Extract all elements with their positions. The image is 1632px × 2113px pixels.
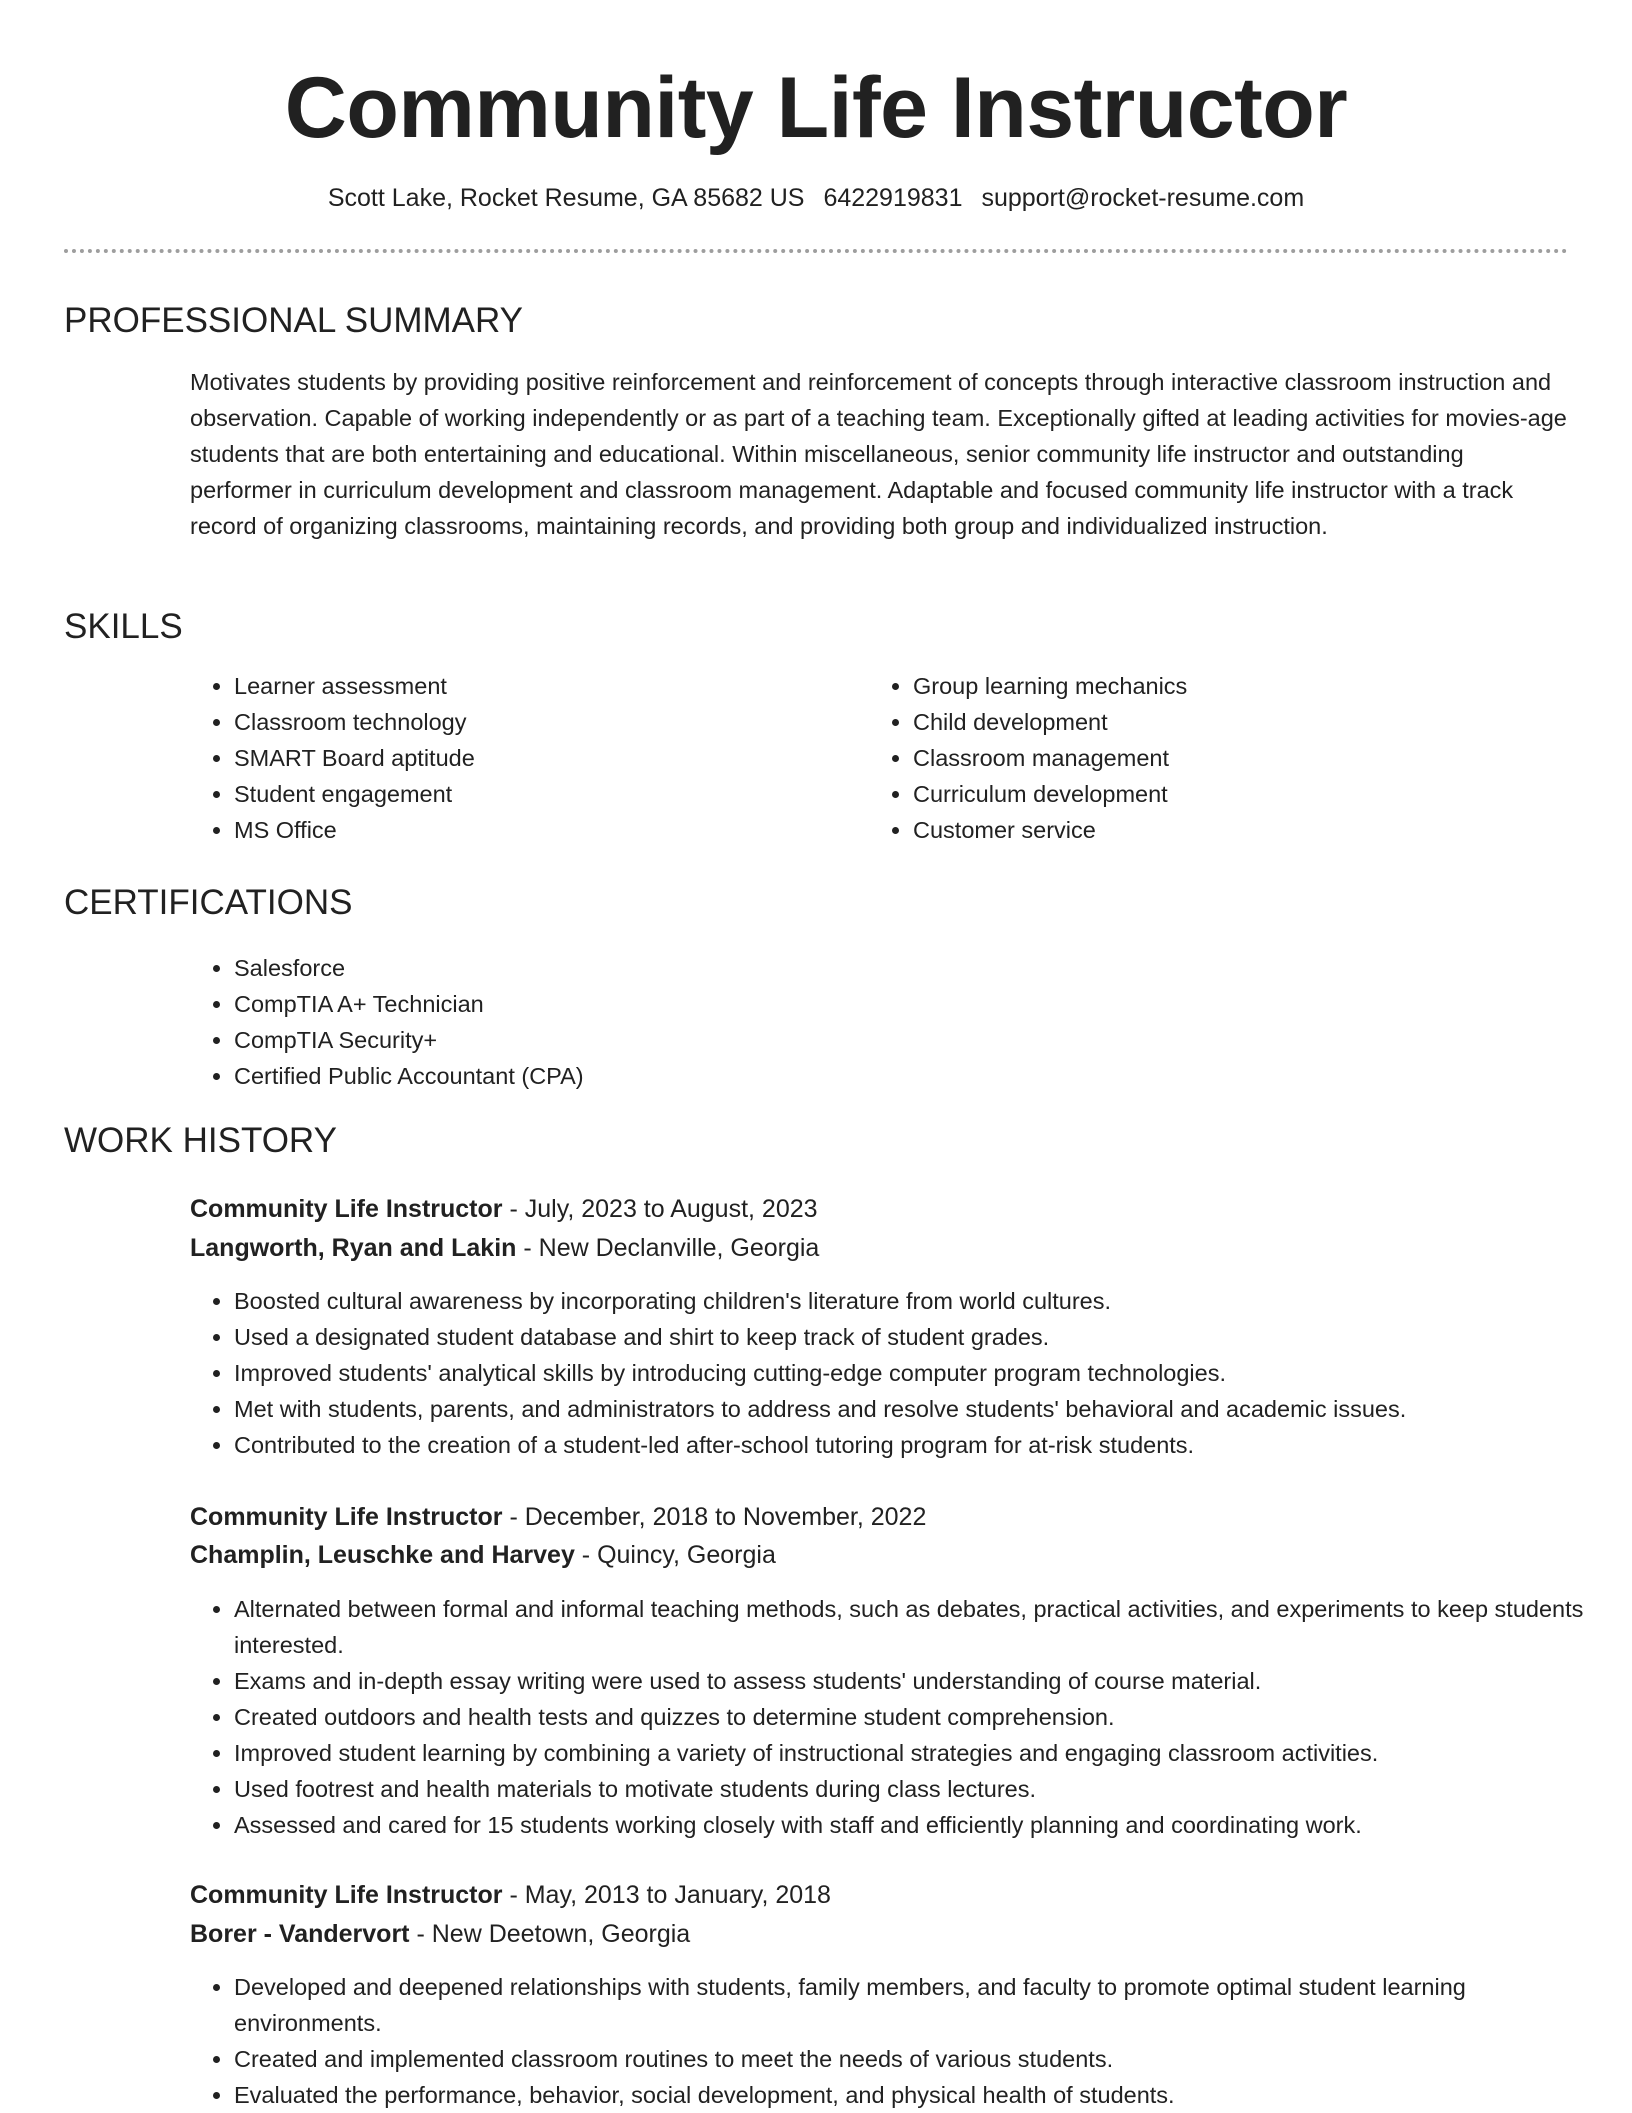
summary-text: Motivates students by providing positive reinforcement and reinforcement of concepts through interactive classroom instruction and observation. Capable of working independently or as part of a teaching team. Exceptionally gifted at leading activities for movies-age students that are both entertaining and educational. Within miscellaneous, senior community life instructor and outstanding performer in curriculum development and classroom management. Adaptable and focused community life instructor with a track record of organizing classrooms, maintaining records, and providing both group and individualized instruction. <box>190 369 1567 539</box>
contact-address: Scott Lake, Rocket Resume, GA 85682 US <box>327 184 805 212</box>
skill-item: • Student engagement <box>234 776 854 812</box>
skill-item: • MS Office <box>234 812 854 848</box>
certification-item: • CompTIA A+ Technician <box>234 986 1534 1022</box>
certification-item: • Certified Public Accountant (CPA) <box>234 1058 1534 1094</box>
job-dates: - May, 2013 to January, 2018 <box>502 1881 831 1909</box>
job-dates: - December, 2018 to November, 2022 <box>502 1503 927 1531</box>
job-title-line <box>190 1190 818 1228</box>
job-company-line <box>190 1536 776 1574</box>
job-location: - Quincy, Georgia <box>574 1541 776 1569</box>
skills-list-right <box>869 668 1533 848</box>
contact-email: support@rocket-resume.com <box>981 184 1305 212</box>
job-location: - New Declanville, Georgia <box>516 1234 820 1262</box>
job-bullet: • Improved student learning by combining a variety of instructional strategies and engaging classroom activities. <box>234 1735 1614 1771</box>
header-divider <box>64 249 1568 253</box>
job-dates: - July, 2023 to August, 2023 <box>502 1195 818 1223</box>
section-title-work-history: WORK HISTORY <box>64 1121 337 1160</box>
job-bullet: • Assessed and cared for 15 students working closely with staff and efficiently planning and coordinating work. <box>234 1807 1614 1843</box>
section-title-summary: PROFESSIONAL SUMMARY <box>64 301 523 340</box>
certification-item: • CompTIA Security+ <box>234 1022 1534 1058</box>
certification-item: • Salesforce <box>234 950 1534 986</box>
job-bullet: • Developed and deepened relationships with students, family members, and faculty to promote optimal student learning environments. <box>234 1969 1614 2041</box>
skill-item: • Curriculum development <box>913 776 1533 812</box>
job-company: Langworth, Ryan and Lakin <box>190 1234 517 1262</box>
skills-list-left <box>190 668 854 848</box>
contact-line <box>0 180 1632 216</box>
certifications-list <box>190 950 1534 1094</box>
skill-item: • Learner assessment <box>234 668 854 704</box>
job-title: Community Life Instructor <box>190 1503 503 1531</box>
resume-name: Community Life Instructor <box>284 60 1348 156</box>
section-title-skills: SKILLS <box>64 607 183 646</box>
job-bullet: • Boosted cultural awareness by incorporating children's literature from world cultures. <box>234 1283 1614 1319</box>
job-company-line <box>190 1915 690 1953</box>
contact-phone: 6422919831 <box>823 184 963 212</box>
job-bullet: • Met with students, parents, and administrators to address and resolve students' behavioral and academic issues. <box>234 1391 1614 1427</box>
job-bullet: • Exams and in-depth essay writing were used to assess students' understanding of course material. <box>234 1663 1614 1699</box>
job-bullet: • Improved students' analytical skills by introducing cutting-edge computer program technologies. <box>234 1355 1614 1391</box>
job-company: Champlin, Leuschke and Harvey <box>190 1541 575 1569</box>
skill-item: • Group learning mechanics <box>913 668 1533 704</box>
job-bullet: • Evaluated the performance, behavior, social development, and physical health of students. <box>234 2077 1614 2113</box>
job-company: Borer - Vandervort <box>190 1920 410 1948</box>
job-bullet: • Created outdoors and health tests and quizzes to determine student comprehension. <box>234 1699 1614 1735</box>
job-location: - New Deetown, Georgia <box>409 1920 691 1948</box>
job-bullets <box>190 1591 1614 1843</box>
job-title: Community Life Instructor <box>190 1881 503 1909</box>
job-company-line <box>190 1229 819 1267</box>
job-bullet: • Used footrest and health materials to motivate students during class lectures. <box>234 1771 1614 1807</box>
job-bullet: • Contributed to the creation of a student-led after-school tutoring program for at-risk students. <box>234 1427 1614 1463</box>
job-bullet: • Alternated between formal and informal teaching methods, such as debates, practical activities, and experiments to keep students interested. <box>234 1591 1614 1663</box>
job-bullet: • Created and implemented classroom routines to meet the needs of various students. <box>234 2041 1614 2077</box>
job-bullets <box>190 1283 1614 1463</box>
job-bullets <box>190 1969 1614 2113</box>
job-title-line <box>190 1876 831 1914</box>
job-bullet: • Used a designated student database and shirt to keep track of student grades. <box>234 1319 1614 1355</box>
skill-item: • Child development <box>913 704 1533 740</box>
job-title: Community Life Instructor <box>190 1195 503 1223</box>
skill-item: • SMART Board aptitude <box>234 740 854 776</box>
job-title-line <box>190 1498 926 1536</box>
skill-item: • Customer service <box>913 812 1533 848</box>
section-title-certifications: CERTIFICATIONS <box>64 883 353 922</box>
skill-item: • Classroom technology <box>234 704 854 740</box>
skill-item: • Classroom management <box>913 740 1533 776</box>
